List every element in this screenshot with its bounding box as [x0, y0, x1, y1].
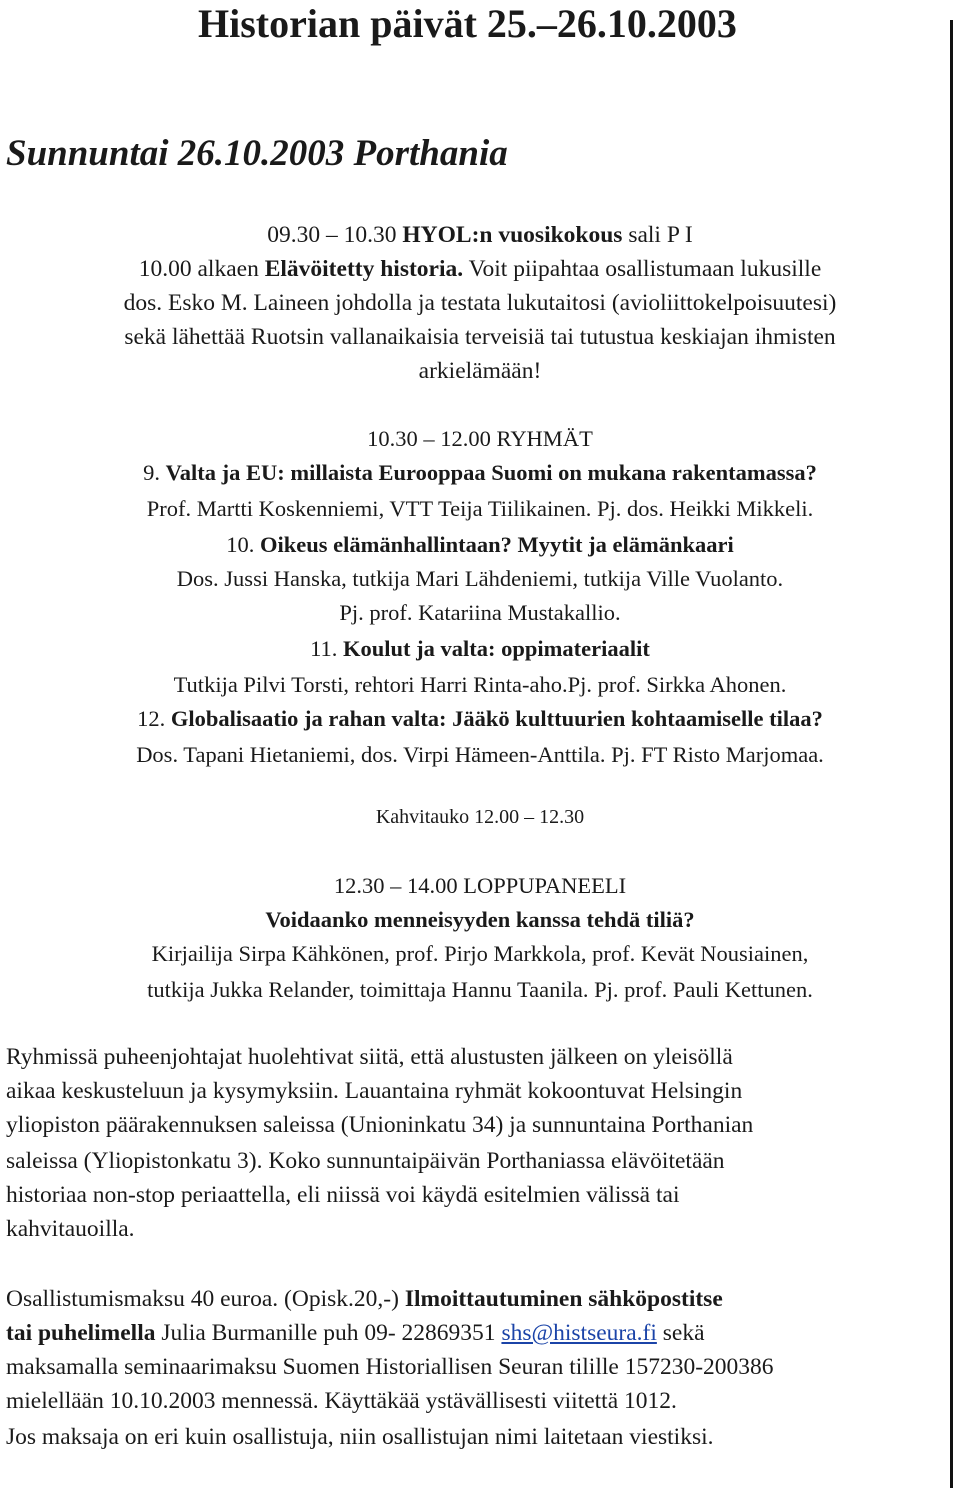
morning-line-2: 10.00 alkaen Elävöitetty historia. Voit piipahtaa osallistumaan lukusille [138, 256, 822, 282]
fee-line-1: Osallistumismaksu 40 euroa. (Opisk.20,-) Ilmoittautuminen sähköpostitse [6, 1286, 723, 1312]
fee-line-5: Jos maksaja on eri kuin osallistuja, niin osallistujan nimi laitetaan viestiksi. [6, 1424, 714, 1450]
info-line-5: historiaa non-stop periaattella, eli niissä voi käydä esitelmien välissä tai [6, 1182, 680, 1208]
group-10-people-2: Pj. prof. Katariina Mustakallio. [339, 600, 621, 625]
group-10-title: 10. Oikeus elämänhallintaan? Myytit ja elämänkaari [226, 532, 734, 557]
panel-people-2: tutkija Jukka Relander, toimittaja Hannu Taanila. Pj. prof. Pauli Kettunen. [147, 977, 813, 1002]
group-11-title: 11. Koulut ja valta: oppimateriaalit [310, 636, 650, 661]
fee-line-2: tai puhelimella Julia Burmanille puh 09- 22869351 shs@histseura.fi sekä [6, 1320, 705, 1346]
fee-line-4: mielellään 10.10.2003 mennessä. Käyttäkää ystävällisesti viitettä 1012. [6, 1388, 677, 1414]
morning-line-3: dos. Esko M. Laineen johdolla ja testata lukutaitosi (avioliittokelpoisuutesi) [123, 290, 837, 316]
morning-line-1: 09.30 – 10.30 HYOL:n vuosikokous sali P I [267, 222, 693, 248]
group-12-title: 12. Globalisaatio ja rahan valta: Jääkö kulttuurien kohtaamiselle tilaa? [137, 706, 823, 731]
morning-line-4: sekä lähettää Ruotsin vallanaikaisia terveisiä tai tutustua keskiajan ihmisten [124, 324, 836, 350]
panel-title: Voidaanko menneisyyden kanssa tehdä tiliä? [265, 907, 695, 932]
panel-people-1: Kirjailija Sirpa Kähkönen, prof. Pirjo Markkola, prof. Kevät Nousiainen, [151, 941, 809, 966]
group-10-people-1: Dos. Jussi Hanska, tutkija Mari Lähdeniemi, tutkija Ville Vuolanto. [176, 566, 784, 591]
info-line-3: yliopiston päärakennuksen saleissa (Unioninkatu 34) ja sunnuntaina Porthanian [6, 1112, 754, 1138]
info-line-6: kahvitauoilla. [6, 1216, 135, 1242]
panel-time: 12.30 – 14.00 LOPPUPANEELI [333, 873, 627, 898]
morning-line-5: arkielämään! [418, 358, 542, 384]
coffee-break: Kahvitauko 12.00 – 12.30 [375, 806, 585, 828]
group-11-people: Tutkija Pilvi Torsti, rehtori Harri Rinta-aho.Pj. prof. Sirkka Ahonen. [173, 672, 787, 697]
info-line-2: aikaa keskusteluun ja kysymyksiin. Lauantaina ryhmät kokoontuvat Helsingin [6, 1078, 743, 1104]
day-subtitle: Sunnuntai 26.10.2003 Porthania [6, 133, 508, 174]
page-title: Historian päivät 25.–26.10.2003 [198, 1, 737, 46]
group-12-people: Dos. Tapani Hietaniemi, dos. Virpi Hämeen-Anttila. Pj. FT Risto Marjomaa. [136, 742, 824, 767]
group-9-people: Prof. Martti Koskenniemi, VTT Teija Tiilikainen. Pj. dos. Heikki Mikkeli. [146, 496, 814, 521]
fee-line-3: maksamalla seminaarimaksu Suomen Historiallisen Seuran tilille 157230-200386 [6, 1354, 774, 1380]
info-line-1: Ryhmissä puheenjohtajat huolehtivat siitä, että alustusten jälkeen on yleisöllä [6, 1044, 733, 1070]
info-line-4: saleissa (Yliopistonkatu 3). Koko sunnuntaipäivän Porthaniassa elävöitetään [6, 1148, 725, 1174]
email-link[interactable]: shs@histseura.fi [501, 1320, 657, 1346]
group-9-title: 9. Valta ja EU: millaista Eurooppaa Suomi on mukana rakentamassa? [143, 460, 817, 485]
groups-time: 10.30 – 12.00 RYHMÄT [367, 426, 593, 451]
